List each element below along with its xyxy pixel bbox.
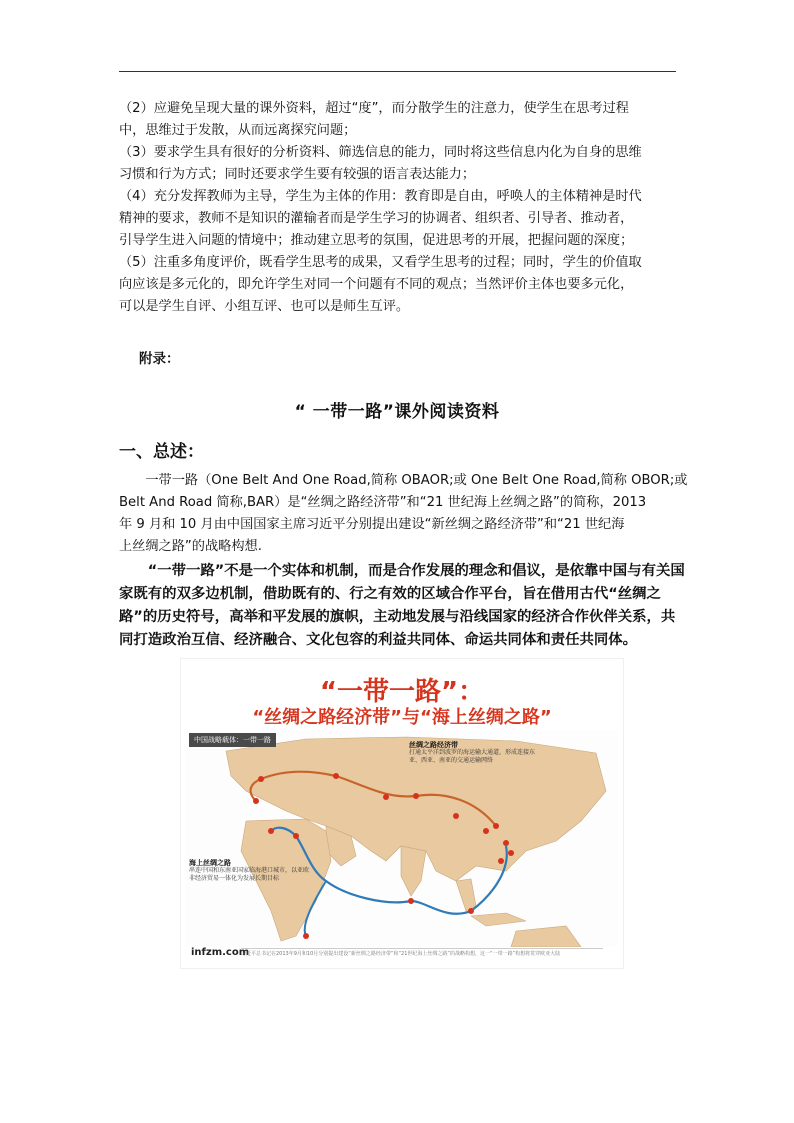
world-map <box>186 731 618 947</box>
text-line: 同打造政治互信、经济融合、文化包容的利益共同体、命运共同体和责任共同体。 <box>119 632 638 648</box>
land-route-title: 丝绸之路经济带 <box>409 741 458 749</box>
header-rule <box>119 71 676 72</box>
land-route-text: 打通太平洋到波罗的海运输大通道，形成连接东亚、西亚、南亚的交通运输网络 <box>409 749 536 764</box>
text-line: 一带一路（One Belt And One Road,简称 OBAOR;或 One Belt One Road,简称 OBOR;或 <box>119 473 688 488</box>
document-title: “ 一带一路”课外阅读资料 <box>294 402 500 422</box>
figure-title: “一带一路”： <box>319 677 485 707</box>
text-line: 路”的历史符号，高举和平发展的旗帜，主动地发展与沿线国家的经济合作伙伴关系，共 <box>119 609 676 625</box>
strategy-tag: 中国战略载体：一带一路 <box>189 733 276 747</box>
sea-route-callout <box>189 859 314 883</box>
guidelines-paragraph <box>119 98 679 318</box>
city-marker <box>503 840 509 846</box>
text-line: 年 9 月和 10 月由中国国家主席习近平分别提出建设“新丝绸之路经济带”和“21 世纪海 <box>119 517 625 532</box>
city-marker <box>253 798 259 804</box>
text-line: Belt And Road 简称,BAR）是“丝绸之路经济带”和“21 世纪海上丝绸之路”的简称，2013 <box>119 495 647 510</box>
text-line: 向应该是多元化的，即允许学生对同一个问题有不同的观点；当然评价主体也要多元化， <box>119 277 634 292</box>
sea-route-text: 串连中国和东南亚国家临海港口城市，以亚欧非经济贸易一体化为发展长期目标 <box>189 867 310 882</box>
city-marker <box>413 793 419 799</box>
city-marker <box>408 898 414 904</box>
city-marker <box>508 850 514 856</box>
city-marker <box>498 858 504 864</box>
city-marker <box>383 794 389 800</box>
text-line: （3）要求学生具有很好的分析资料、筛选信息的能力，同时将这些信息内化为自身的思维 <box>119 145 642 160</box>
city-marker <box>493 823 499 829</box>
text-line: （2）应避免呈现大量的课外资料，超过“度”，而分散学生的注意力，使学生在思考过程 <box>119 101 629 116</box>
bold-paragraph <box>119 560 685 652</box>
sea-route-title: 海上丝绸之路 <box>189 859 231 867</box>
section-heading: 一、总述： <box>119 442 204 462</box>
text-line: （5）注重多角度评价，既看学生思考的成果，又看学生思考的过程；同时，学生的价值取 <box>119 255 642 270</box>
text-line: （4）充分发挥教师为主导，学生为主体的作用：教育即是自由，呼唤人的主体精神是时代 <box>119 189 642 204</box>
city-marker <box>453 813 459 819</box>
city-marker <box>268 828 274 834</box>
land-route-callout <box>409 741 539 765</box>
city-marker <box>333 773 339 779</box>
text-line: 精神的要求，教师不是知识的灌输者而是学生学习的协调者、组织者、引导者、推动者， <box>119 211 634 226</box>
text-line: 上丝绸之路”的战略构想. <box>119 539 262 554</box>
text-line: 习惯和行为方式；同时还要求学生要有较强的语言表达能力； <box>119 167 476 182</box>
city-marker <box>303 933 309 939</box>
text-line: 中，思维过于发散，从而远离探究问题； <box>119 123 357 138</box>
source-logo: infzm.com <box>191 947 250 958</box>
text-line: 引导学生进入问题的情境中；推动建立思考的氛围，促进思考的开展，把握问题的深度； <box>119 233 634 248</box>
city-marker <box>293 833 299 839</box>
intro-paragraph <box>119 470 688 558</box>
text-line: “一带一路”不是一个实体和机制，而是合作发展的理念和倡议，是依靠中国与有关国 <box>119 563 685 579</box>
figure-subtitle: “丝绸之路经济带”与“海上丝绸之路” <box>252 707 552 728</box>
city-marker <box>468 908 474 914</box>
appendix-label: 附录： <box>139 351 180 367</box>
city-marker <box>258 776 264 782</box>
belt-road-map-figure <box>180 658 624 969</box>
city-marker <box>483 828 489 834</box>
figure-footnote: 习近平总书记在2013年9月和10月分别提出建设“新丝绸之路经济带”和“21世纪海上丝绸之路”的战略构想，这一“一带一路”构想将贯穿欧亚大陆 <box>241 948 603 958</box>
text-line: 家既有的双多边机制，借助既有的、行之有效的区域合作平台，旨在借用古代“丝绸之 <box>119 586 661 602</box>
text-line: 可以是学生自评、小组互评、也可以是师生互评。 <box>119 299 410 314</box>
